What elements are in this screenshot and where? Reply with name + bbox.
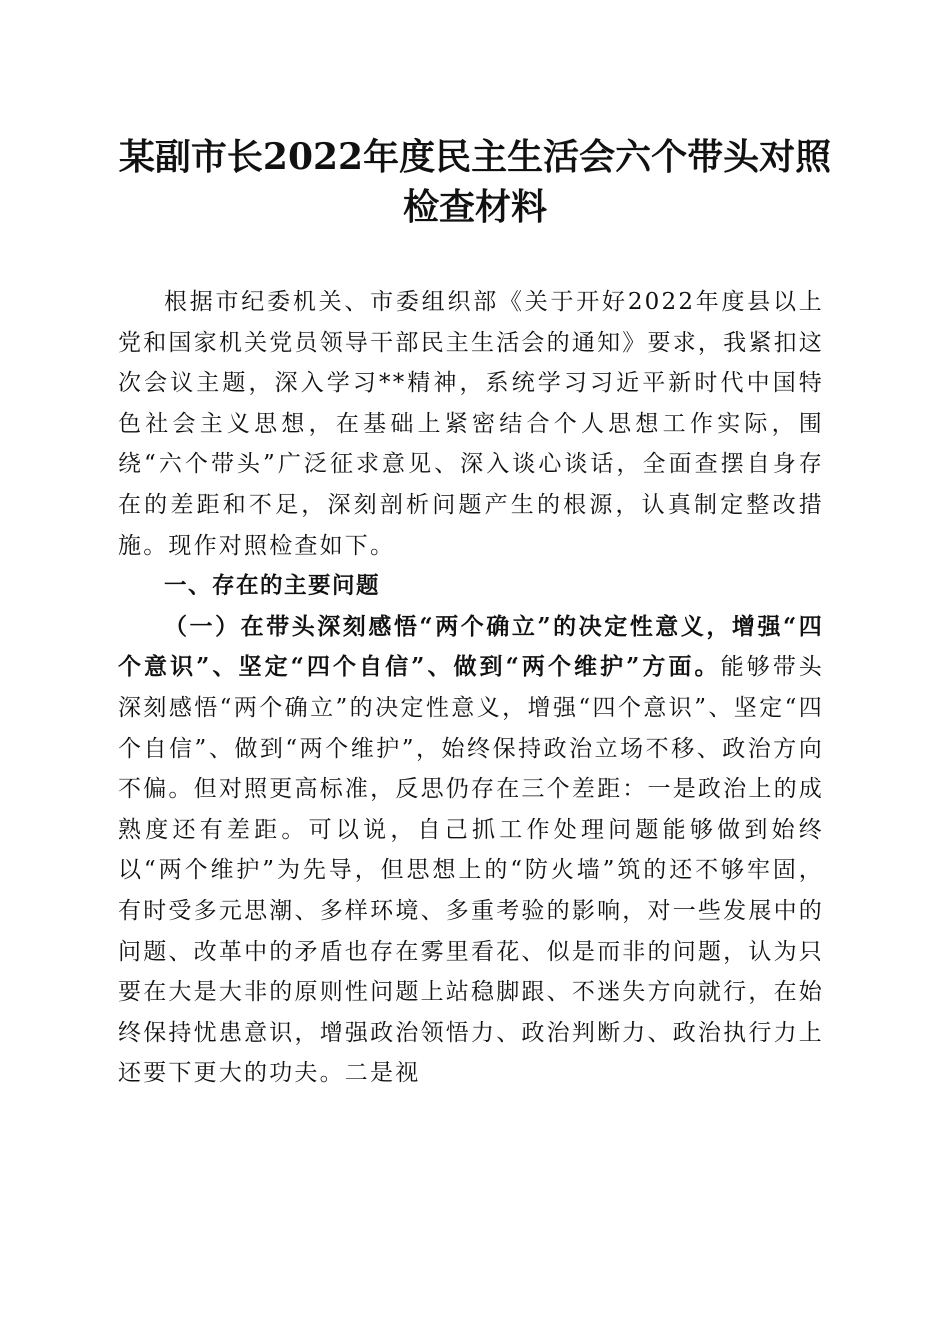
document-title-line-1: 某副市长2022年度民主生活会六个带头对照 <box>118 136 832 178</box>
intro-paragraph: 根据市纪委机关、市委组织部《关于开好2022年度县以上党和国家机关党员领导干部民主生活会的通知》要求，我紧扣这次会议主题，深入学习**精神，系统学习习近平新时代中国特色社会主义思想，在基础上紧密结合个人思想工作实际，围绕“六个带头”广泛征求意见、深入谈心谈话，全面查摆自身存在的差距和不足，深刻剖析问题产生的根源，认真制定整改措施。现作对照检查如下。 <box>118 289 824 559</box>
document-body <box>118 282 824 1094</box>
document-title-line-2: 检查材料 <box>402 186 547 228</box>
section-heading-problems: 一、存在的主要问题 <box>164 573 381 600</box>
subsection-body-1: 能够带头深刻感悟“两个确立”的决定性意义，增强“四个意识”、坚定“四个自信”、做到“两个维护”，始终保持政治立场不移、政治方向不偏。但对照更高标准，反思仍存在三个差距：一是政治上的成熟度还有差距。可以说，自己抓工作处理问题能够做到始终以“两个维护”为先导，但思想上的“防火墙”筑的还不够牢固，有时受多元思潮、多样环境、多重考验的影响，对一些发展中的问题、改革中的矛盾也存在雾里看花、似是而非的问题，认为只要在大是大非的原则性问题上站稳脚跟、不迷失方向就行，在始终保持忧患意识，增强政治领悟力、政治判断力、政治执行力上还要下更大的功夫。二是视 <box>118 654 824 1087</box>
subsection-heading-1: （一）在带头深刻感悟“两个确立”的决定性意义，增强“四个意识”、坚定“四个自信”、做到“两个维护”方面。 <box>118 612 824 681</box>
document-title <box>80 132 870 232</box>
subsection-paragraph-1 <box>118 607 824 1094</box>
